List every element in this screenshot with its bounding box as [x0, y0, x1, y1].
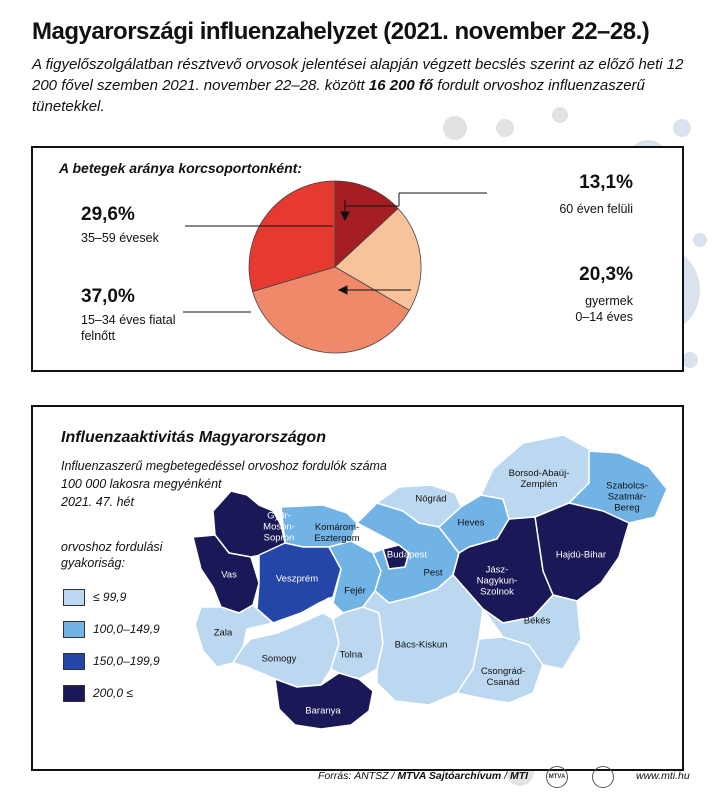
- county-label: Nógrád: [415, 493, 447, 505]
- county-label: Komárom- Esztergom: [314, 522, 360, 544]
- slice-label-60-pct: 13,1%: [579, 172, 633, 193]
- legend-label: 150,0–199,9: [93, 654, 160, 668]
- page-title: Magyarországi influenzahelyzet (2021. november 22–28.): [32, 18, 650, 45]
- source-line: Forrás: ÁNTSZ / MTVA Sajtóarchívum / MTI: [318, 770, 529, 782]
- legend-label: ≤ 99,9: [93, 590, 127, 604]
- county-label: Zala: [213, 627, 233, 639]
- county-label: Tolna: [339, 649, 363, 661]
- map-panel: [31, 405, 684, 771]
- mti-logo-icon: [592, 766, 614, 788]
- county-label: Békés: [523, 615, 551, 627]
- legend-label: 200,0 ≤: [93, 686, 133, 700]
- legend-swatch: [63, 589, 85, 606]
- county-label: Baranya: [305, 705, 341, 717]
- county-tolna: [331, 607, 383, 679]
- county-label: Budapest: [386, 549, 428, 561]
- county-label: Hajdú-Bihar: [555, 549, 607, 561]
- county-label: Csongrád- Csanád: [480, 666, 526, 688]
- legend-swatch: [63, 685, 85, 702]
- intro-text: A figyelőszolgálatban résztvevő orvosok jelentései alapján végzett becslés szerint az előző heti 12 200 fővel szemben 2021. november 22–28. között 16 200 fő fordult orvoshoz influenzaszerű tünetekkel.: [32, 56, 684, 115]
- slice-label-0-14: gyermek 0–14 éves: [575, 294, 633, 324]
- county-label: Veszprém: [275, 573, 319, 585]
- legend-swatch: [63, 621, 85, 638]
- county-label: Győr- Moson- Sopron: [263, 510, 295, 544]
- slice-label-60: 60 éven felüli: [559, 202, 633, 216]
- county-label: Bács-Kiskun: [394, 639, 448, 651]
- legend-swatch: [63, 653, 85, 670]
- map-subtitle: Influenzaszerű megbetegedéssel orvoshoz fordulók száma 100 000 lakosra megyénként 2021. 47. hét: [61, 459, 387, 509]
- county-label: Fejér: [344, 585, 366, 597]
- website: www.mti.hu: [636, 770, 690, 782]
- pie-title: A betegek aránya korcsoportonként:: [59, 160, 302, 176]
- slice-label-35-59-pct: 29,6%: [81, 204, 135, 225]
- legend-label: 100,0–149,9: [93, 622, 160, 636]
- county-label: Vas: [221, 569, 237, 581]
- slice-label-35-59: 35–59 évesek: [81, 231, 159, 245]
- pie-chart-panel: [31, 146, 684, 372]
- county-label: Jász- Nagykun- Szolnok: [476, 564, 518, 598]
- county-label: Somogy: [261, 653, 297, 665]
- county-label: Heves: [457, 517, 485, 529]
- slice-label-15-34: 15–34 éves fiatal felnőtt: [81, 313, 176, 343]
- mtva-logo: MTVA: [546, 766, 568, 788]
- legend-title: orvoshoz fordulási gyakoriság:: [61, 540, 163, 570]
- intro-highlight: 16 200 fő: [368, 77, 434, 94]
- county-label: Borsod-Abaúj- Zemplén: [508, 468, 570, 490]
- slice-label-15-34-pct: 37,0%: [81, 286, 135, 307]
- slice-label-0-14-pct: 20,3%: [579, 264, 633, 285]
- county-label: Szabolcs- Szatmár- Bereg: [606, 480, 648, 514]
- county-label: Pest: [423, 567, 443, 579]
- map-title: Influenzaaktivitás Magyarországon: [61, 429, 326, 446]
